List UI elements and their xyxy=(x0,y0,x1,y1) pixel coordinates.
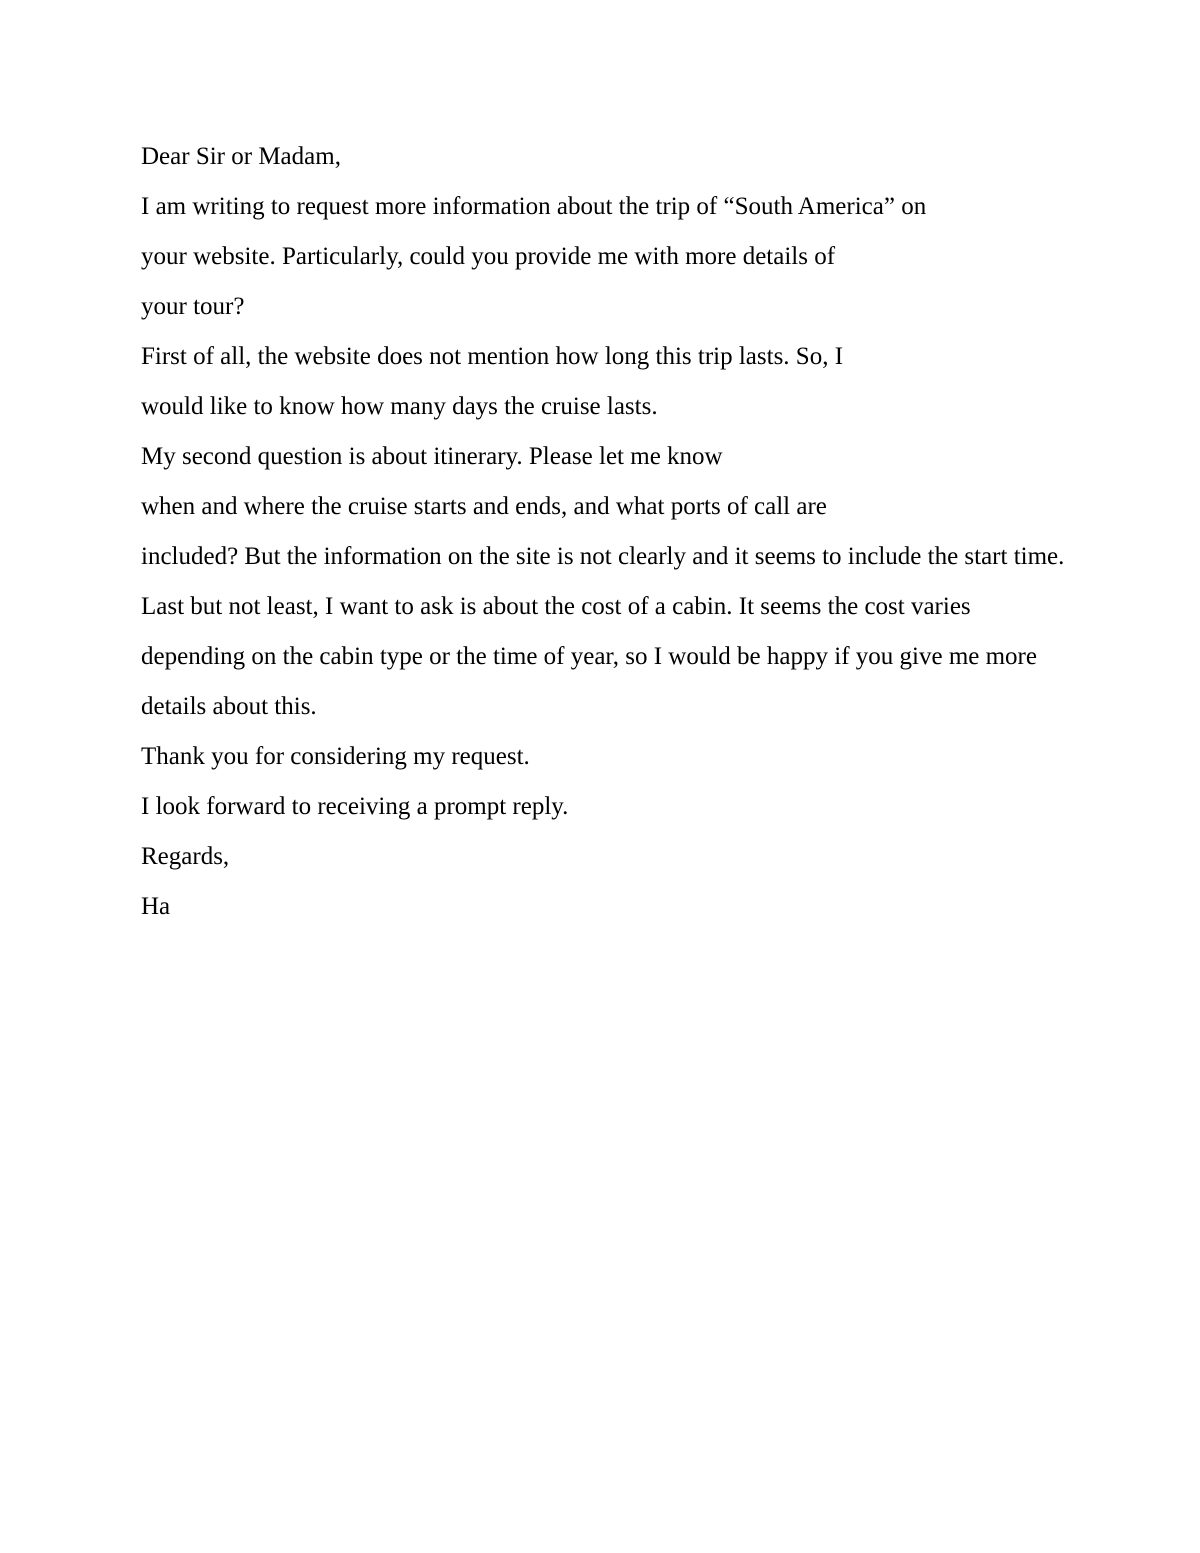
letter-line: My second question is about itinerary. Please let me know xyxy=(141,443,723,470)
letter-line: I am writing to request more information about the trip of “South America” on xyxy=(141,193,927,220)
letter-line: your tour? xyxy=(141,293,245,320)
letter-line: details about this. xyxy=(141,693,317,720)
sign-off: Regards, xyxy=(141,843,230,870)
letter-line: Last but not least, I want to ask is about the cost of a cabin. It seems the cost varies xyxy=(141,593,971,620)
letter-line: First of all, the website does not mention how long this trip lasts. So, I xyxy=(141,343,844,370)
letter-body xyxy=(141,140,1071,940)
letter-line: your website. Particularly, could you provide me with more details of xyxy=(141,243,836,270)
letter-line: depending on the cabin type or the time of year, so I would be happy if you give me more xyxy=(141,643,1037,670)
letter-line: included? But the information on the site is not clearly and it seems to include the start time. xyxy=(141,543,1065,570)
closing-thanks: Thank you for considering my request. xyxy=(141,743,530,770)
letter-line: would like to know how many days the cruise lasts. xyxy=(141,393,658,420)
salutation: Dear Sir or Madam, xyxy=(141,143,341,170)
signature-name: Ha xyxy=(141,893,171,920)
letter-line: when and where the cruise starts and ends, and what ports of call are xyxy=(141,493,827,520)
closing-reply: I look forward to receiving a prompt reply. xyxy=(141,793,569,820)
